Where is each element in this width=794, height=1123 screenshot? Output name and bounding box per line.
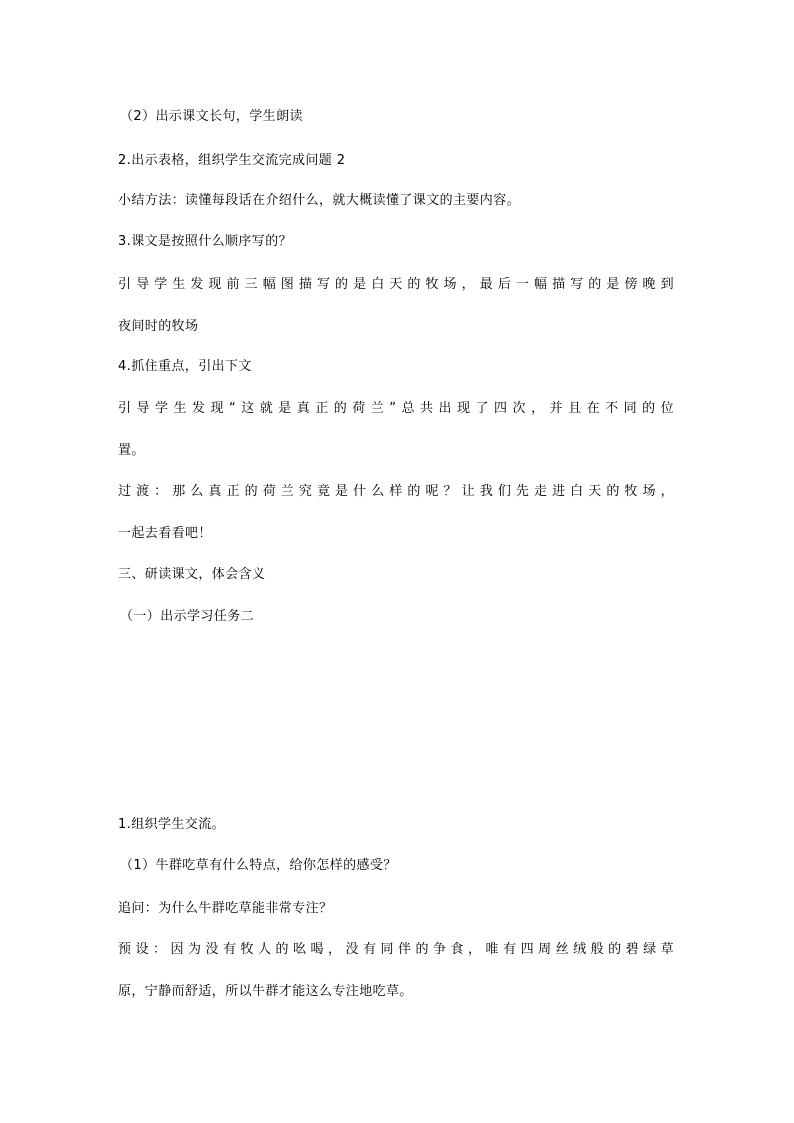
text-line-9: 置。 (118, 443, 145, 458)
text-line-7: 4.抓住重点，引出下文 (118, 359, 252, 374)
text-line-17: 预设：因为没有牧人的吆喝，没有同伴的争食，唯有四周丝绒般的碧绿草 (118, 942, 674, 957)
text-line-15: （1）牛群吃草有什么特点，给你怎样的感受？ (120, 858, 397, 873)
text-line-1: （2）出示课文长句，学生朗读 (120, 109, 303, 124)
section-heading: 三、研读课文，体会含义 (118, 567, 266, 582)
text-line-13: （一）出示学习任务二 (120, 609, 255, 624)
text-line-14: 1.组织学生交流。 (118, 817, 226, 832)
text-line-4: 3.课文是按照什么顺序写的？ (118, 234, 293, 249)
text-line-11: 一起去看看吧！ (118, 526, 212, 541)
text-line-10: 过渡：那么真正的荷兰究竟是什么样的呢？让我们先走进白天的牧场， (118, 484, 674, 499)
text-line-6: 夜间时的牧场 (118, 319, 199, 334)
text-line-16: 追问：为什么牛群吃草能非常专注？ (118, 901, 333, 916)
text-line-18: 原，宁静而舒适，所以牛群才能这么专注地吃草。 (118, 984, 413, 999)
text-line-5: 引导学生发现前三幅图描写的是白天的牧场，最后一幅描写的是傍晚到 (118, 277, 674, 292)
text-line-8: 引导学生发现“这就是真正的荷兰”总共出现了四次，并且在不同的位 (118, 401, 674, 416)
text-line-3: 小结方法：读懂每段话在介绍什么，就大概读懂了课文的主要内容。 (118, 193, 521, 208)
text-line-2: 2.出示表格，组织学生交流完成问题 2 (118, 153, 346, 168)
